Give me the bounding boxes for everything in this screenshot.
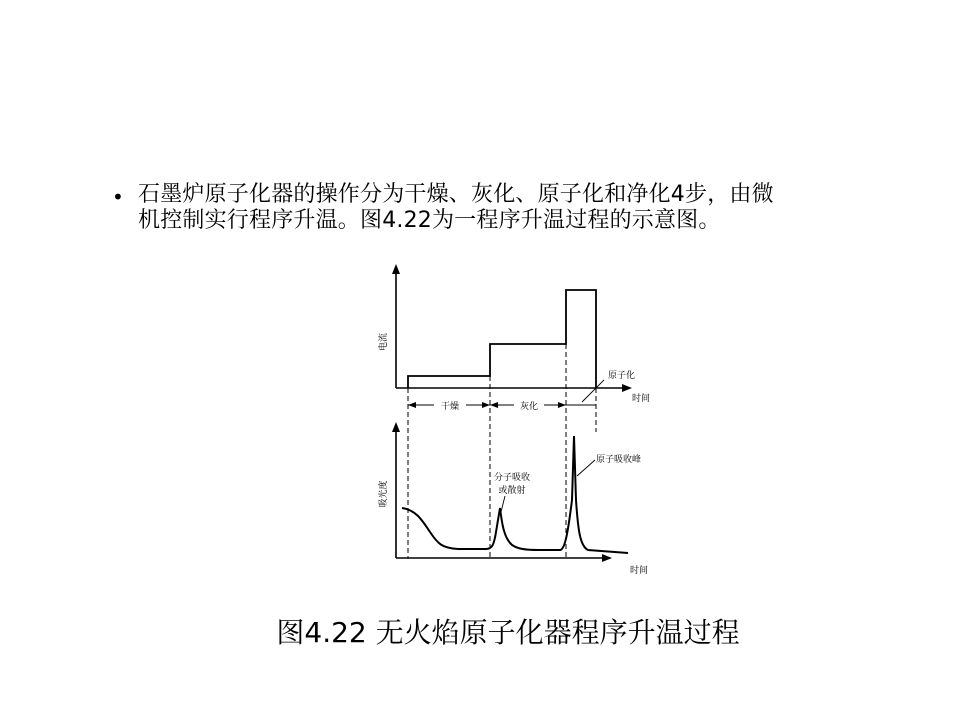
atomic-peak-label: 原子吸收峰: [596, 455, 642, 465]
bullet-text: [138, 182, 908, 234]
top-x-label: 时间: [632, 394, 651, 404]
bullet-line-1: 石墨炉原子化器的操作分为干燥、灰化、原子化和净化4步，由微: [138, 182, 774, 207]
stage-dry-label: 干燥: [440, 402, 460, 412]
stage-arrow-ash-right: [558, 402, 566, 408]
stage-arrow-dry-right: [482, 402, 490, 408]
bottom-x-arrow: [602, 554, 612, 562]
stage-arrow-ash-left: [490, 402, 498, 408]
bullet-marker: •: [112, 185, 124, 209]
top-x-arrow: [622, 384, 632, 392]
stage-ash-label: 灰化: [519, 402, 539, 412]
top-y-arrow: [392, 264, 400, 274]
molecular-absorption-label-2: 或散射: [498, 486, 526, 496]
bottom-x-label: 时间: [630, 566, 649, 576]
temperature-program-figure: [368, 262, 668, 580]
figure-caption: 图4.22 无火焰原子化器程序升温过程: [276, 616, 740, 649]
bullet-line-2: 机控制实行程序升温。图4.22为一程序升温过程的示意图。: [138, 208, 721, 233]
molecular-leader-line: [501, 496, 505, 512]
top-y-label: 电流: [379, 332, 389, 352]
atomize-leader-line: [582, 380, 604, 402]
atomic-peak-leader-line: [577, 460, 595, 476]
bottom-y-label: 吸光度: [379, 480, 389, 508]
figure-svg: [368, 262, 668, 580]
molecular-absorption-label-1: 分子吸收: [493, 473, 531, 483]
bottom-y-arrow: [392, 422, 400, 432]
stage-arrow-dry-left: [408, 402, 416, 408]
current-step-profile: [408, 290, 596, 388]
stage-atomize-label: 原子化: [608, 371, 636, 381]
